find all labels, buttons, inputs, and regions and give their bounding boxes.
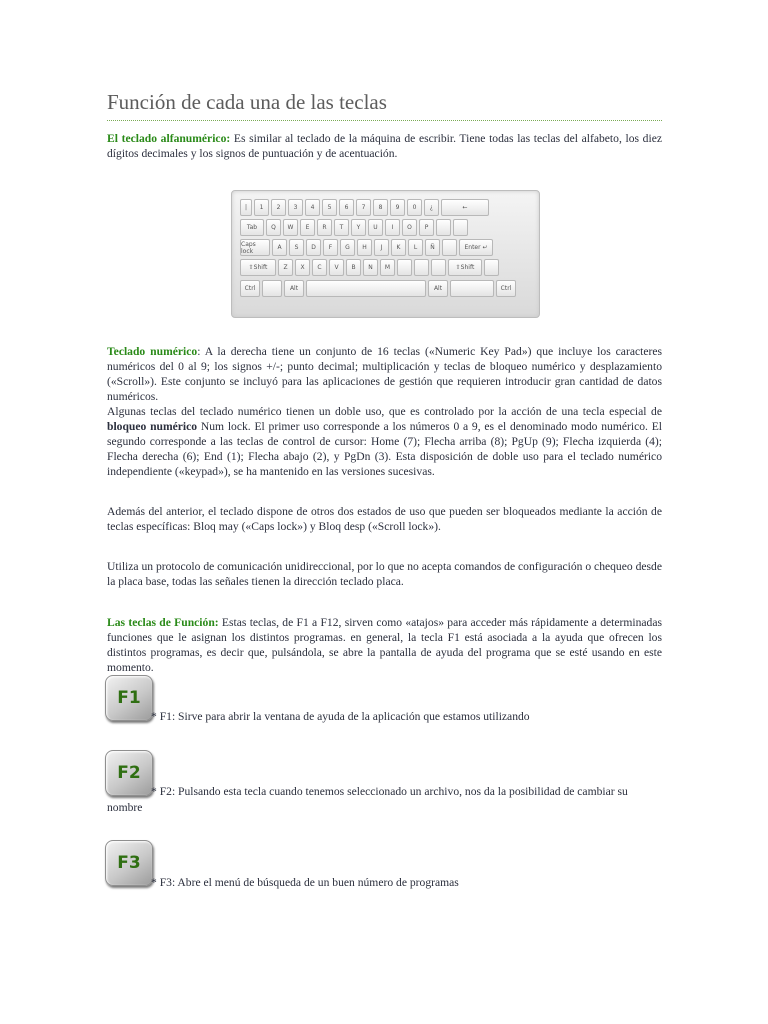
keyboard-key bbox=[397, 259, 412, 276]
right-alt-key: Alt bbox=[428, 280, 448, 297]
f3-key-icon: F3 bbox=[105, 840, 153, 886]
keyboard-key: S bbox=[289, 239, 304, 256]
keyboard-key: T bbox=[334, 219, 349, 236]
keyboard-key: D bbox=[306, 239, 321, 256]
keyboard-key: X bbox=[295, 259, 310, 276]
keyboard-key: 8 bbox=[373, 199, 388, 216]
caps-lock-key: Caps lock bbox=[240, 239, 270, 256]
keyboard-key bbox=[450, 280, 494, 297]
keyboard-key: W bbox=[283, 219, 298, 236]
keyboard-key: M bbox=[380, 259, 395, 276]
numpad-text-2b: Num lock. El primer uso corresponde a los números 0 a 9, es el denominado modo numérico. El segundo corresponde a las teclas de control de cursor: Home (7); Flecha arriba (8); PgUp (9); Flecha izquierda (4); Flecha derecha (6); End (1); Flecha abajo (2), y PgDn (3). Esta disposición de doble uso para el teclado numérico independiente («keypad»), se ha mantenido en las versiones sucesivas. bbox=[107, 420, 662, 478]
keyboard-key: U bbox=[368, 219, 383, 236]
keyboard-key: I bbox=[385, 219, 400, 236]
keyboard-key bbox=[431, 259, 446, 276]
keyboard-key: G bbox=[340, 239, 355, 256]
f3-description: * F3: Abre el menú de búsqueda de un buen número de programas bbox=[151, 876, 459, 889]
keyboard-key: H bbox=[357, 239, 372, 256]
numpad-paragraph bbox=[107, 344, 662, 479]
keyboard-key bbox=[442, 239, 457, 256]
keyboard-key: R bbox=[317, 219, 332, 236]
keyboard-key: N bbox=[363, 259, 378, 276]
left-ctrl-key: Ctrl bbox=[240, 280, 260, 297]
keyboard-key: 5 bbox=[322, 199, 337, 216]
keyboard-key: A bbox=[272, 239, 287, 256]
keyboard-key bbox=[453, 219, 468, 236]
keyboard-key: Ñ bbox=[425, 239, 440, 256]
keyboard-key bbox=[436, 219, 451, 236]
keyboard-key: 4 bbox=[305, 199, 320, 216]
intro-paragraph bbox=[107, 131, 662, 161]
keyboard-key: V bbox=[329, 259, 344, 276]
keyboard-key: C bbox=[312, 259, 327, 276]
keyboard-key: 9 bbox=[390, 199, 405, 216]
f2-description: * F2: Pulsando esta tecla cuando tenemos seleccionado un archivo, nos da la posibilidad de cambiar su nombre bbox=[107, 785, 628, 814]
enter-key: Enter ↵ bbox=[459, 239, 493, 256]
tab-key: Tab bbox=[240, 219, 264, 236]
keyboard-key: B bbox=[346, 259, 361, 276]
numpad-text-1: : A la derecha tiene un conjunto de 16 teclas («Numeric Key Pad») que incluye los caracteres numéricos del 0 al 9; los signos +/-; punto decimal; multiplicación y teclas de bloqueo numérico y desplazamiento («Scroll»). Este conjunto se incluyó para las aplicaciones de gestión que requieren introducir gran cantidad de datos numéricos. bbox=[107, 345, 662, 403]
keyboard-key: Q bbox=[266, 219, 281, 236]
right-shift-key: ⇧Shift bbox=[448, 259, 482, 276]
f1-key-icon: F1 bbox=[105, 675, 153, 721]
keyboard-key: ¿ bbox=[424, 199, 439, 216]
f1-description: * F1: Sirve para abrir la ventana de ayuda de la aplicación que estamos utilizando bbox=[151, 710, 530, 723]
keyboard-image bbox=[231, 190, 540, 318]
keyboard-key: | bbox=[240, 199, 252, 216]
keyboard-key: 2 bbox=[271, 199, 286, 216]
intro-text: Es similar al teclado de la máquina de escribir. Tiene todas las teclas del alfabeto, los diez dígitos decimales y los signos de puntuación y de acentuación. bbox=[107, 132, 662, 160]
keyboard-key: Y bbox=[351, 219, 366, 236]
numpad-text-2a: Algunas teclas del teclado numérico tienen un doble uso, que es controlado por la acción de una tecla especial de bbox=[107, 405, 662, 418]
keyboard-key: L bbox=[408, 239, 423, 256]
keyboard-key bbox=[484, 259, 499, 276]
function-keys-label: Las teclas de Función: bbox=[107, 616, 219, 629]
left-shift-key: ⇧Shift bbox=[240, 259, 276, 276]
keyboard-key bbox=[414, 259, 429, 276]
keyboard-row-3 bbox=[240, 239, 493, 256]
keyboard-key: 0 bbox=[407, 199, 422, 216]
backspace-key: ← bbox=[441, 199, 489, 216]
numpad-text-2-bold: bloqueo numérico bbox=[107, 420, 198, 433]
keyboard-key: 1 bbox=[254, 199, 269, 216]
keyboard-row-1 bbox=[240, 199, 489, 216]
page-title: Función de cada una de las teclas bbox=[107, 90, 662, 121]
keyboard-key bbox=[262, 280, 282, 297]
spacebar-key bbox=[306, 280, 426, 297]
keyboard-key: 6 bbox=[339, 199, 354, 216]
keyboard-key: O bbox=[402, 219, 417, 236]
function-keys-paragraph bbox=[107, 615, 662, 675]
protocol-paragraph: Utiliza un protocolo de comunicación unidireccional, por lo que no acepta comandos de configuración o chequeo desde la placa base, todas las señales tienen la dirección teclado placa. bbox=[107, 560, 662, 588]
keyboard-key: E bbox=[300, 219, 315, 236]
intro-label: El teclado alfanumérico: bbox=[107, 132, 231, 145]
left-alt-key: Alt bbox=[284, 280, 304, 297]
right-ctrl-key: Ctrl bbox=[496, 280, 516, 297]
function-keys-text: Estas teclas, de F1 a F12, sirven como «atajos» para acceder más rápidamente a determinadas funciones que le asignan los distintos programas. en general, la tecla F1 está asociada a la ayuda que ofrecen los distintos programas, es decir que, pulsándola, se abre la pantalla de ayuda del programa que se esté usando en este momento. bbox=[107, 616, 662, 674]
keyboard-key: K bbox=[391, 239, 406, 256]
keyboard-key: F bbox=[323, 239, 338, 256]
keyboard-row-5 bbox=[240, 280, 516, 297]
keyboard-row-2 bbox=[240, 219, 468, 236]
keyboard-row-4 bbox=[240, 259, 499, 276]
keyboard-key: P bbox=[419, 219, 434, 236]
keyboard-key: 3 bbox=[288, 199, 303, 216]
keyboard-key: Z bbox=[278, 259, 293, 276]
states-paragraph: Además del anterior, el teclado dispone de otros dos estados de uso que pueden ser bloqueados mediante la acción de teclas específicas: Bloq may («Caps lock») y Bloq desp («Scroll lock»). bbox=[107, 505, 662, 533]
keyboard-key: J bbox=[374, 239, 389, 256]
keyboard-key: 7 bbox=[356, 199, 371, 216]
numpad-label: Teclado numérico bbox=[107, 345, 198, 358]
f2-key-icon: F2 bbox=[105, 750, 153, 796]
